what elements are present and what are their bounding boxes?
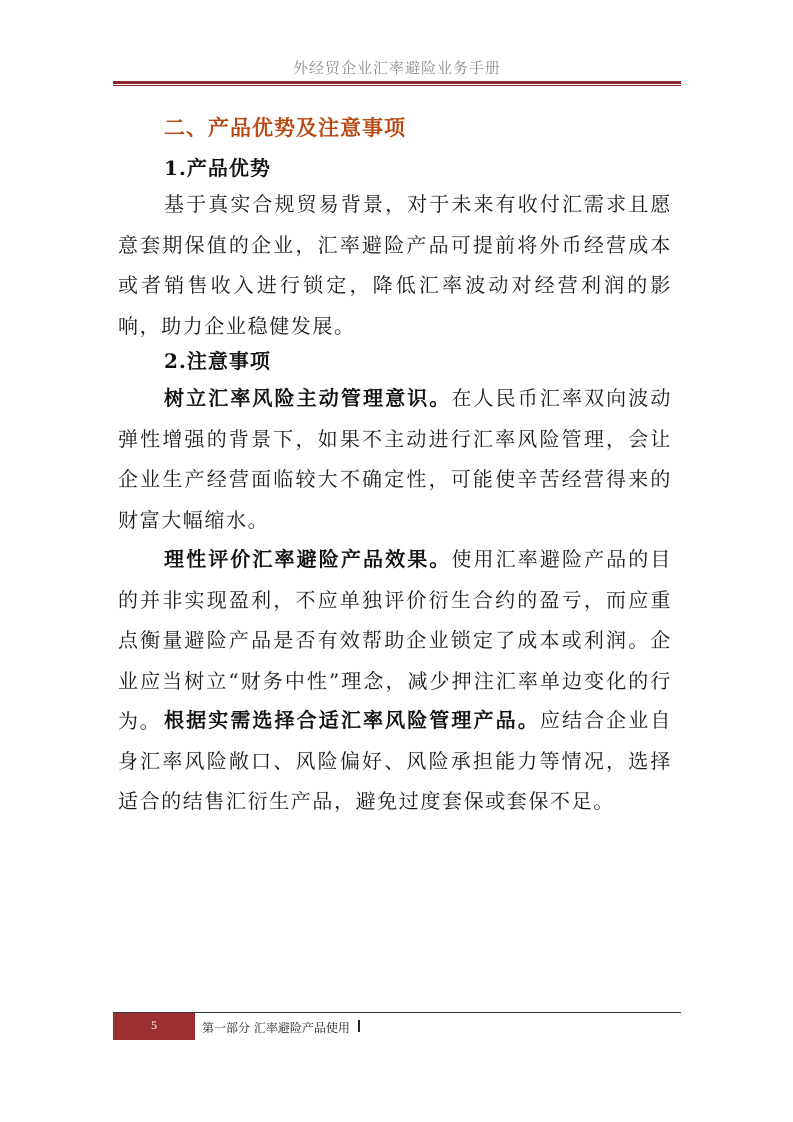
paragraph-note-1	[118, 378, 672, 540]
note-1-text: 在人民币汇率双向波动弹性增强的背景下，如果不主动进行汇率风险管理，会让企业生产经营面临较大不确定性，可能使辛苦经营得来的财富大幅缩水。	[118, 386, 672, 532]
note-3-text: 应结合企业自身汇率风险敞口、风险偏好、风险承担能力等情况，选择适合的结售汇衍生产品，避免过度套保或套保不足。	[118, 708, 673, 813]
note-1-bold: 树立汇率风险主动管理意识。	[164, 386, 452, 410]
note-3-bold: 根据实需选择合适汇率风险管理产品。	[164, 708, 540, 732]
paragraph-advantages: 基于真实合规贸易背景，对于未来有收付汇需求且愿意套期保值的企业，汇率避险产品可提前将外币经营成本或者销售收入进行锁定，降低汇率波动对经营利润的影响，助力企业稳健发展。	[118, 192, 672, 338]
header-title: 外经贸企业汇率避险业务手册	[292, 59, 501, 77]
note-2-bold: 理性评价汇率避险产品效果。	[164, 547, 452, 571]
footer-section-label: 第一部分 汇率避险产品使用	[202, 1021, 350, 1035]
footer-separator	[358, 1020, 360, 1032]
header-rule	[113, 81, 681, 84]
page-number: 5	[151, 1018, 157, 1032]
section-heading: 二、产品优势及注意事项	[164, 116, 406, 140]
sub-heading-advantages: 1.产品优势	[164, 156, 271, 180]
paragraph-note-3	[118, 700, 672, 822]
sub-heading-notes: 2.注意事项	[164, 349, 271, 373]
header-rule-thin	[113, 85, 681, 86]
note-2-text: 使用汇率避险产品的目的并非实现盈利，不应单独评价衍生合约的盈亏，而应重点衡量避险产品是否有效帮助企业锁定了成本或利润。企业应当树立“财务中性”理念，减少押注汇率单边变化的行为。	[118, 547, 672, 733]
footer-rule	[113, 1012, 681, 1013]
